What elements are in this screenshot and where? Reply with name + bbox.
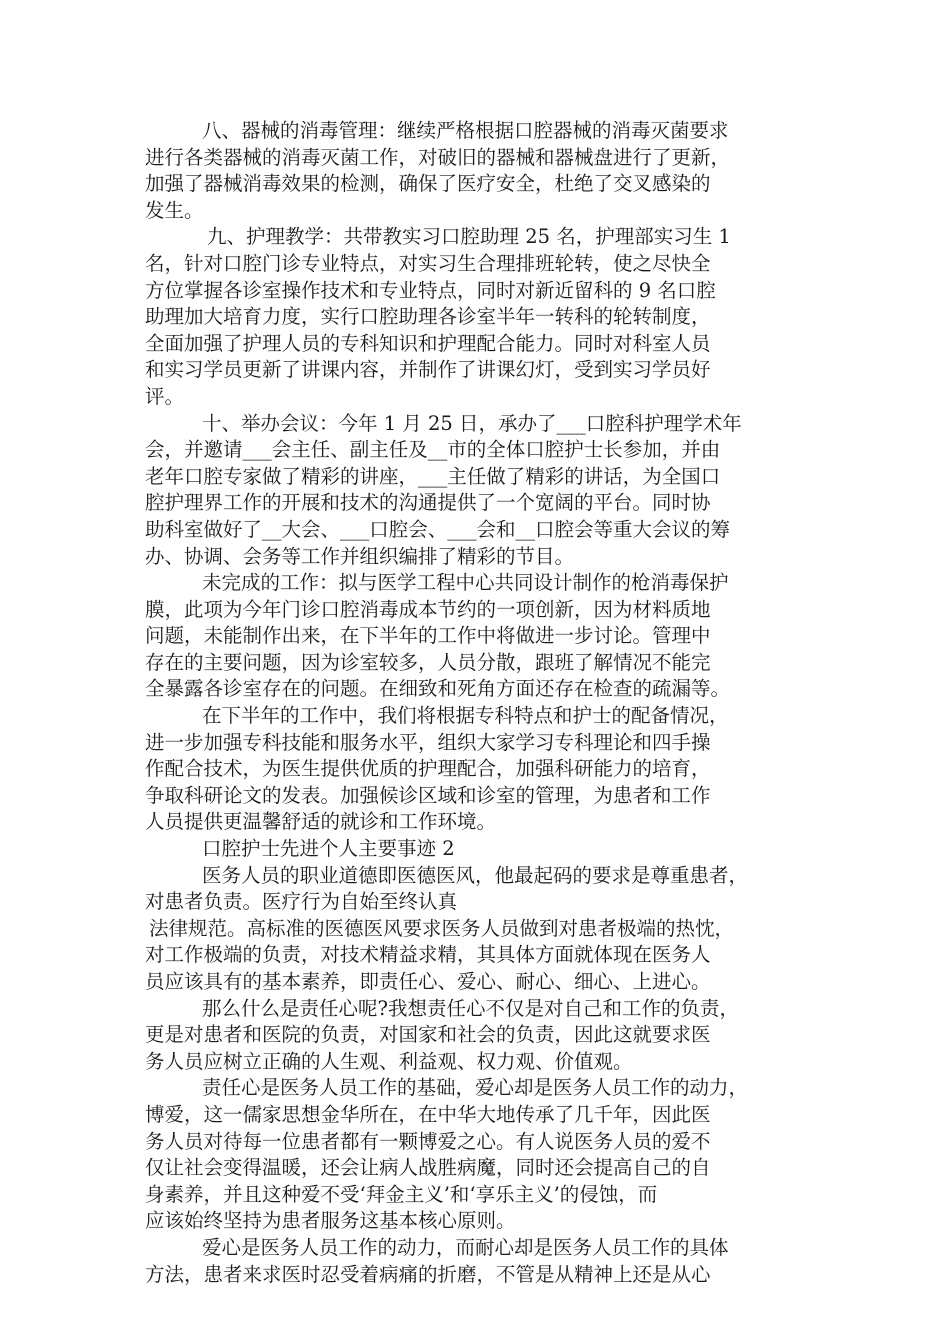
text-line: 十、举办会议：今年 1 月 25 日，承办了___口腔科护理学术年: [202, 411, 742, 435]
text-line: 会，并邀请___会主任、副主任及__市的全体口腔护士长参加，并由: [145, 438, 721, 462]
text-line: 口腔护士先进个人主要事迹 2: [202, 837, 455, 861]
text-line: 责任心是医务人员工作的基础，爱心却是医务人员工作的动力，: [202, 1076, 749, 1100]
text-line: 全暴露各诊室存在的问题。在细致和死角方面还存在检查的疏漏等。: [145, 677, 731, 701]
text-line: 存在的主要问题，因为诊室较多，人员分散，跟班了解情况不能完: [145, 650, 711, 674]
text-line: 应该始终坚持为患者服务这基本核心原则。: [145, 1209, 516, 1233]
text-line: 作配合技术，为医生提供优质的护理配合，加强科研能力的培育，: [145, 757, 711, 781]
text-line: 方法，患者来求医时忍受着病痛的折磨，不管是从精神上还是从心: [145, 1262, 711, 1286]
text-line: 仅让社会变得温暖，还会让病人战胜病魔，同时还会提高自己的自: [145, 1156, 711, 1180]
text-line: 务人员对待每一位患者都有一颗博爱之心。有人说医务人员的爱不: [145, 1129, 711, 1153]
text-line: 问题，未能制作出来，在下半年的工作中将做进一步讨论。管理中: [145, 624, 711, 648]
text-line: 老年口腔专家做了精彩的讲座，___主任做了精彩的讲话，为全国口: [145, 464, 721, 488]
paragraph: [145, 118, 813, 224]
paragraph: [145, 863, 813, 916]
paragraph: [145, 703, 813, 836]
paragraph: [145, 411, 813, 571]
text-line: 务人员应树立正确的人生观、利益观、权力观、价值观。: [145, 1049, 633, 1073]
paragraph: [145, 1235, 813, 1288]
text-line: 争取科研论文的发表。加强候诊区域和诊室的管理，为患者和工作: [145, 783, 711, 807]
text-line: 身素养，并且这种爱不受‘拜金主义’和‘享乐主义’的侵蚀，而: [145, 1182, 658, 1206]
paragraph: [145, 996, 813, 1076]
paragraph: [145, 224, 813, 410]
text-line: 法律规范。高标准的医德医风要求医务人员做到对患者极端的热忱，: [149, 916, 735, 940]
text-line: 爱心是医务人员工作的动力，而耐心却是医务人员工作的具体: [202, 1235, 729, 1259]
text-line: 进一步加强专科技能和服务水平，组织大家学习专科理论和四手操: [145, 730, 711, 754]
text-line: 未完成的工作：拟与医学工程中心共同设计制作的枪消毒保护: [202, 571, 729, 595]
text-line: 医务人员的职业道德即医德医风，他最起码的要求是尊重患者，: [202, 863, 749, 887]
text-line: 更是对患者和医院的负责，对国家和社会的负责，因此这就要求医: [145, 1023, 711, 1047]
text-line: 九、护理教学：共带教实习口腔助理 25 名，护理部实习生 1: [207, 225, 731, 249]
text-line: 那么什么是责任心呢?我想责任心不仅是对自己和工作的负责，: [202, 996, 739, 1020]
text-line: 腔护理界工作的开展和技术的沟通提供了一个宽阔的平台。同时协: [145, 491, 711, 515]
text-line: 进行各类器械的消毒灭菌工作，对破旧的器械和器械盘进行了更新，: [145, 145, 731, 169]
text-line: 和实习学员更新了讲课内容，并制作了讲课幻灯，受到实习学员好: [145, 358, 711, 382]
text-line: 助理加大培育力度，实行口腔助理各诊室半年一转科的轮转制度，: [145, 305, 711, 329]
text-line: 膜，此项为今年门诊口腔消毒成本节约的一项创新，因为材料质地: [145, 597, 711, 621]
text-line: 八、器械的消毒管理：继续严格根据口腔器械的消毒灭菌要求: [202, 119, 729, 142]
text-line: 名，针对口腔门诊专业特点，对实习生合理排班轮转，使之尽快全: [145, 251, 711, 275]
text-line: 员应该具有的基本素养，即责任心、爱心、耐心、细心、上进心。: [145, 970, 711, 993]
text-line: 博爱，这一儒家思想金华所在，在中华大地传承了几千年，因此医: [145, 1102, 711, 1126]
paragraph: [145, 570, 813, 703]
text-line: 方位掌握各诊室操作技术和专业特点，同时对新近留科的 9 名口腔: [145, 278, 716, 302]
paragraph: [145, 836, 813, 863]
text-line: 全面加强了护理人员的专科知识和护理配合能力。同时对科室人员: [145, 331, 711, 355]
paragraph: [145, 916, 813, 996]
text-line: 发生。: [145, 198, 204, 222]
text-line: 评。: [145, 384, 185, 408]
text-line: 对工作极端的负责，对技术精益求精，其具体方面就体现在医务人: [145, 943, 711, 967]
paragraph: [145, 1075, 813, 1235]
document-body: [145, 118, 813, 1288]
text-line: 在下半年的工作中，我们将根据专科特点和护士的配备情况，: [202, 704, 729, 728]
text-line: 助科室做好了__大会、___口腔会、___会和__口腔会等重大会议的筹: [145, 517, 731, 541]
text-line: 办、协调、会务等工作并组织编排了精彩的节目。: [145, 544, 575, 568]
text-line: 对患者负责。医疗行为自始至终认真: [145, 890, 458, 914]
text-line: 人员提供更温馨舒适的就诊和工作环境。: [145, 810, 497, 834]
text-line: 加强了器械消毒效果的检测，确保了医疗安全，杜绝了交叉感染的: [145, 172, 711, 196]
